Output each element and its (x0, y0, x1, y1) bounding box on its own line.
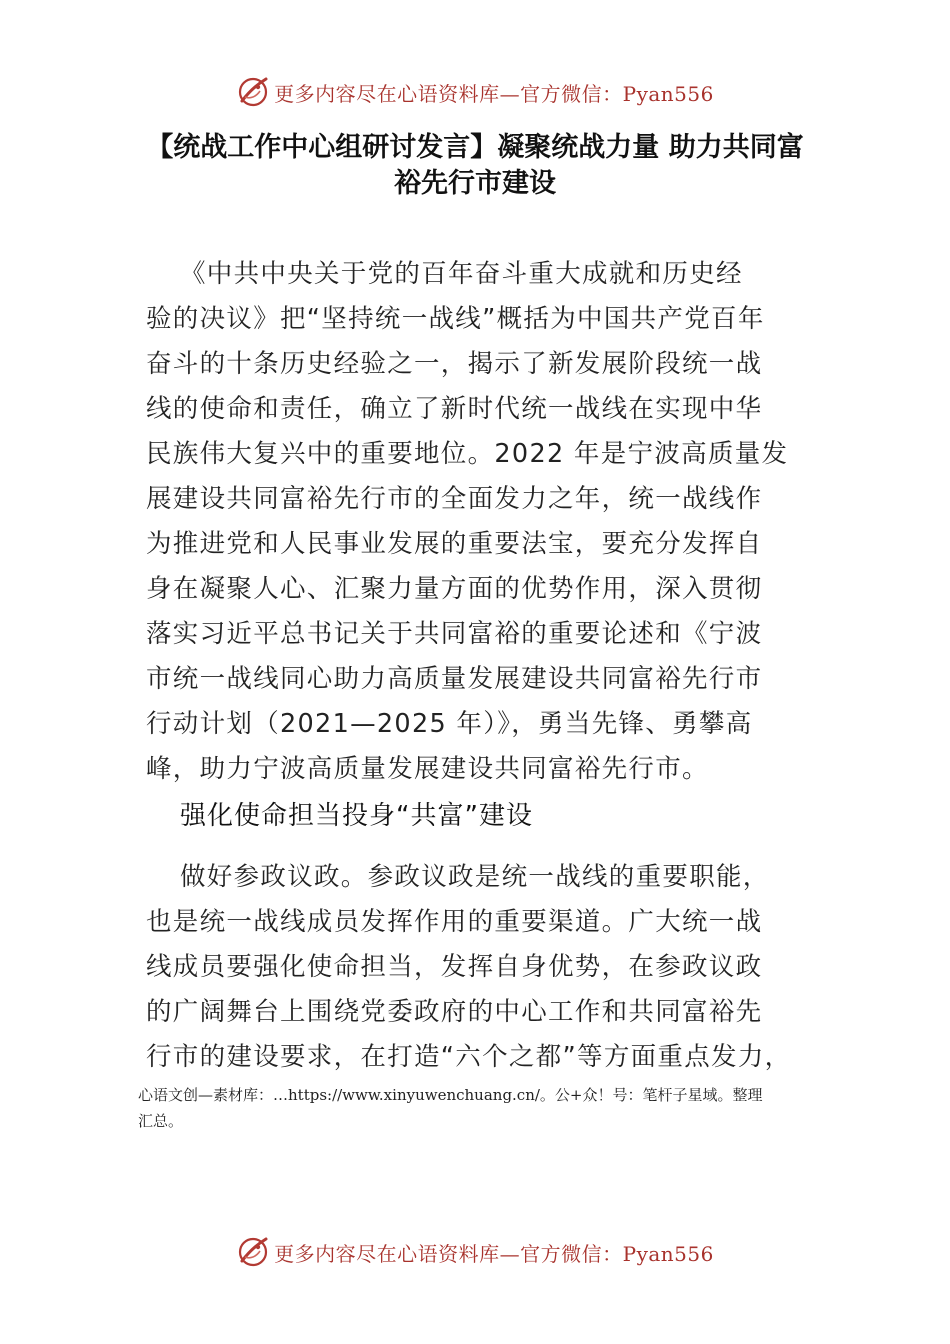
document-title (130, 130, 820, 202)
paragraph-line: 民族伟大复兴中的重要地位。2022 年是宁波高质量发 (146, 439, 789, 469)
footnote-line-1: 心语文创—素材库：…https://www.xinyuwenchuang.cn/。公+众！号：笔杆子星域。整理 (138, 1086, 763, 1104)
paragraph-line: 行市的建设要求，在打造“六个之都”等方面重点发力， (146, 1042, 792, 1072)
paragraph-line: 验的决议》把“坚持统一战线”概括为中国共产党百年 (146, 304, 765, 334)
paragraph-line: 奋斗的十条历史经验之一，揭示了新发展阶段统一战 (146, 349, 763, 379)
footer-banner (0, 1230, 950, 1274)
paragraph-line: 行动计划（2021—2025 年）》，勇当先锋、勇攀高 (146, 709, 753, 739)
title-line-1: 【统战工作中心组研讨发言】凝聚统战力量 助力共同富 (146, 132, 804, 163)
banner-text: 更多内容尽在心语资料库—官方微信：Pyan556 (274, 1241, 714, 1266)
banner-text: 更多内容尽在心语资料库—官方微信：Pyan556 (274, 81, 714, 106)
paragraph-line: 做好参政议政。参政议政是统一战线的重要职能， (180, 862, 770, 892)
paragraph-line: 线的使命和责任，确立了新时代统一战线在实现中华 (146, 394, 763, 424)
pen-swirl-logo-icon (236, 75, 270, 109)
paragraph-line: 峰，助力宁波高质量发展建设共同富裕先行市。 (146, 754, 709, 784)
paragraph-line: 展建设共同富裕先行市的全面发力之年，统一战线作 (146, 484, 763, 514)
paragraph-line: 的广阔舞台上围绕党委政府的中心工作和共同富裕先 (146, 997, 763, 1027)
paragraph-intro (146, 252, 822, 792)
pen-swirl-logo-icon (236, 1235, 270, 1269)
paragraph-line: 也是统一战线成员发挥作用的重要渠道。广大统一战 (146, 907, 763, 937)
source-footnote (138, 1082, 838, 1134)
title-line-2: 裕先行市建设 (394, 168, 556, 199)
paragraph-line: 市统一战线同心助力高质量发展建设共同富裕先行市 (146, 664, 763, 694)
paragraph-line: 为推进党和人民事业发展的重要法宝，要充分发挥自 (146, 529, 763, 559)
paragraph-line: 线成员要强化使命担当，发挥自身优势，在参政议政 (146, 952, 763, 982)
footnote-line-2: 汇总。 (138, 1112, 184, 1130)
paragraph-line: 身在凝聚人心、汇聚力量方面的优势作用，深入贯彻 (146, 574, 763, 604)
header-banner (0, 70, 950, 114)
paragraph-line: 落实习近平总书记关于共同富裕的重要论述和《宁波 (146, 619, 763, 649)
paragraph-line: 《中共中央关于党的百年奋斗重大成就和历史经 (180, 259, 743, 289)
section-heading: 强化使命担当投身“共富”建设 (180, 801, 533, 831)
paragraph-section (146, 855, 822, 1080)
